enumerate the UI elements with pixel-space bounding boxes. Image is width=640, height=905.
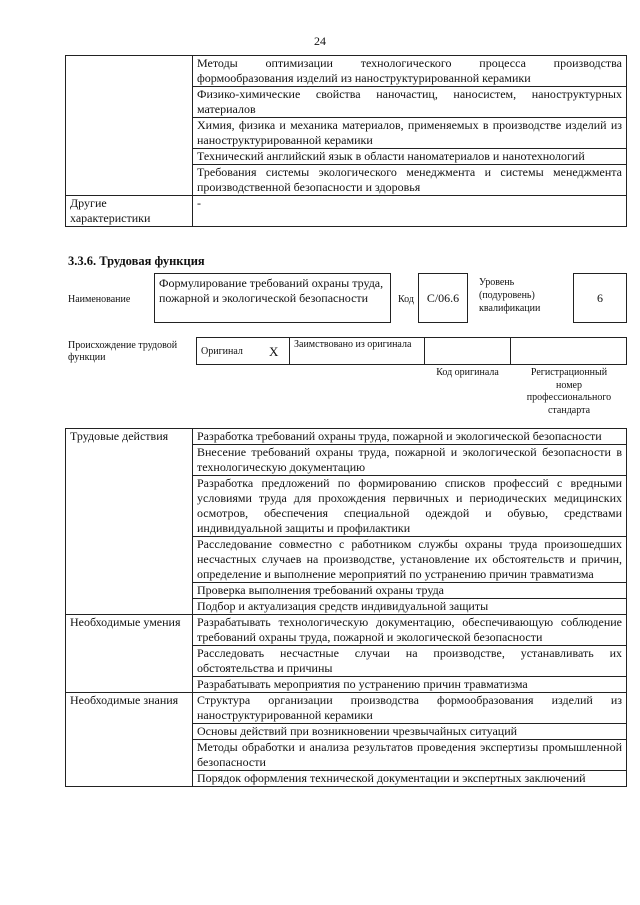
- borrowed-label: Заимствовано из оригинала: [289, 337, 425, 365]
- table-cell: Требования системы экологического менеджмента и системы менеджмента производственной безопасности и здоровья: [193, 165, 627, 196]
- knowledge-continuation-table: [65, 55, 627, 227]
- table-row: [66, 196, 627, 227]
- name-label: Наименование: [68, 294, 131, 305]
- table-cell: Основы действий при возникновении чрезвычайных ситуаций: [193, 724, 627, 740]
- level-label: Уровень (подуровень) квалификации: [479, 277, 541, 314]
- code-original-box: [424, 337, 511, 365]
- row-label: Другие характеристики: [66, 196, 193, 227]
- table-cell: Химия, физика и механика материалов, применяемых в производстве изделий из наноструктурированной керамики: [193, 118, 627, 149]
- page-number: 24: [314, 34, 326, 48]
- table-row: [66, 429, 627, 445]
- code-label: Код: [398, 294, 414, 305]
- table-cell: Разработка предложений по формированию списков профессий с вредными условиями труда для прохождения первичных и периодических медицинских осмотров, обеспечения специальной одеждой и обувью, средствами индивидуальной защиты и профилактики: [193, 476, 627, 537]
- table-cell: Разрабатывать мероприятия по устранению причин травматизма: [193, 677, 627, 693]
- table-cell: Внесение требований охраны труда, пожарной и экологической безопасности в технологическую документацию: [193, 445, 627, 476]
- table-cell: Подбор и актуализация средств индивидуальной защиты: [193, 599, 627, 615]
- table-row: [66, 56, 627, 87]
- level-value: 6: [573, 273, 627, 323]
- table-cell: Методы обработки и анализа результатов проведения экспертизы промышленной безопасности: [193, 740, 627, 771]
- row-label: [66, 56, 193, 196]
- table-cell: Физико-химические свойства наночастиц, наносистем, наноструктурных материалов: [193, 87, 627, 118]
- name-value: Формулирование требований охраны труда, пожарной и экологической безопасности: [154, 273, 391, 323]
- section-title: 3.3.6. Трудовая функция: [68, 254, 205, 268]
- table-cell: Разрабатывать технологическую документацию, обеспечивающую соблюдение требований охраны труда, пожарной и экологической безопасности: [193, 615, 627, 646]
- table-cell: Порядок оформления технической документации и экспертных заключений: [193, 771, 627, 787]
- origin-label: Происхождение трудовой функции: [68, 340, 178, 363]
- table-row: [66, 615, 627, 646]
- reg-number-box: [510, 337, 627, 365]
- table-cell: Технический английский язык в области наноматериалов и нанотехнологий: [193, 149, 627, 165]
- table-cell: Разработка требований охраны труда, пожарной и экологической безопасности: [193, 429, 627, 445]
- row-label: Трудовые действия: [66, 429, 193, 615]
- reg-number-label: Регистрационный номер профессионального стандарта: [526, 367, 612, 416]
- original-cell: [196, 337, 290, 365]
- original-label: Оригинал: [201, 346, 243, 357]
- table-cell: Проверка выполнения требований охраны труда: [193, 583, 627, 599]
- code-value: С/06.6: [418, 273, 468, 323]
- labor-function-table: [65, 428, 627, 787]
- row-label: Необходимые умения: [66, 615, 193, 693]
- table-cell: -: [193, 196, 627, 227]
- original-mark: X: [269, 344, 279, 359]
- table-cell: Структура организации производства формообразования изделий из наноструктурированной керамики: [193, 693, 627, 724]
- table-cell: Методы оптимизации технологического процесса производства формообразования изделий из наноструктурированной керамики: [193, 56, 627, 87]
- table-row: [66, 693, 627, 724]
- code-original-label: Код оригинала: [436, 367, 499, 378]
- row-label: Необходимые знания: [66, 693, 193, 787]
- table-cell: Расследовать несчастные случаи на производстве, устанавливать их обстоятельства и причины: [193, 646, 627, 677]
- table-cell: Расследование совместно с работником службы охраны труда произошедших несчастных случаев на производстве, установление их обстоятельств и причин, определение и выполнение мероприятий по устранению причин травматизма: [193, 537, 627, 583]
